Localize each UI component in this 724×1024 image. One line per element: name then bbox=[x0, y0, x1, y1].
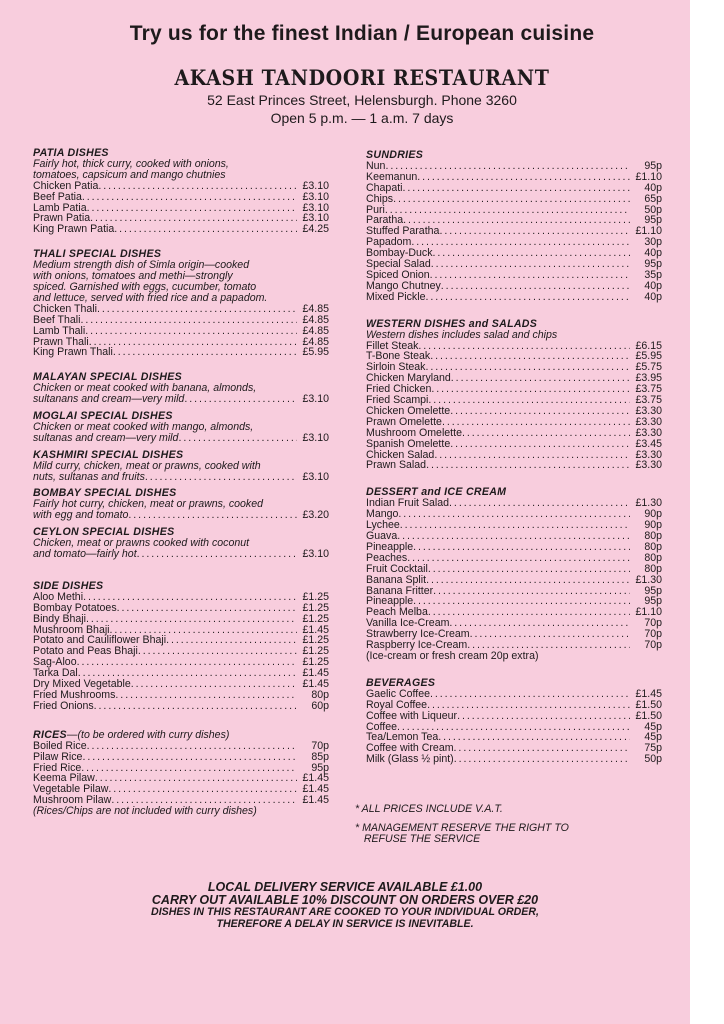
menu-notes bbox=[355, 804, 655, 845]
item-price: £3.45 bbox=[635, 437, 662, 450]
item-name: Beef Thali bbox=[33, 313, 81, 326]
item-name: Royal Coffee bbox=[366, 698, 428, 711]
item-name: Stuffed Paratha bbox=[366, 225, 440, 238]
item-price: £4.85 bbox=[302, 335, 329, 348]
item-price: £3.10 bbox=[302, 393, 329, 406]
menu-item bbox=[33, 752, 329, 763]
section-title: BOMBAY SPECIAL DISHES bbox=[33, 487, 177, 500]
item-name: Tarka Dal bbox=[33, 667, 78, 680]
item-price: 75p bbox=[644, 742, 662, 755]
menu-item bbox=[33, 181, 329, 192]
item-price: 40p bbox=[644, 279, 662, 292]
item-price: 95p bbox=[644, 584, 662, 597]
item-name: Chicken Maryland bbox=[366, 372, 451, 385]
item-name: Pineapple bbox=[366, 595, 414, 608]
section-description: Fairly hot curry, chicken, meat or prawns, cooked bbox=[33, 498, 264, 511]
opening-hours: Open 5 p.m. — 1 a.m. 7 days bbox=[270, 110, 454, 126]
item-price: £3.75 bbox=[635, 383, 662, 396]
section-title: BEVERAGES bbox=[366, 676, 436, 689]
item-price: £3.20 bbox=[302, 509, 329, 522]
item-price: 40p bbox=[644, 247, 662, 260]
item-price: 95p bbox=[311, 761, 329, 774]
item-name: Bindy Bhaji bbox=[33, 612, 86, 625]
item-price: £4.85 bbox=[302, 302, 329, 315]
item-price: 95p bbox=[644, 258, 662, 271]
item-name: and tomato—fairly hot bbox=[33, 548, 137, 560]
item-name: Lamb Patia bbox=[33, 201, 87, 214]
section-title: DESSERT and ICE CREAM bbox=[366, 486, 507, 499]
item-price: 80p bbox=[311, 688, 329, 701]
item-name: Banana Split bbox=[366, 573, 427, 586]
item-price: 95p bbox=[644, 595, 662, 608]
section-title: RICES bbox=[33, 728, 67, 741]
section-description: Chicken or meat cooked with mango, almonds, bbox=[33, 420, 254, 433]
item-price: 65p bbox=[644, 192, 662, 205]
item-name: Peaches bbox=[366, 551, 408, 564]
section-ceylon bbox=[33, 527, 329, 560]
tagline: Try us for the finest Indian / European cuisine bbox=[129, 22, 595, 45]
item-price: £3.30 bbox=[635, 404, 662, 417]
footer bbox=[0, 880, 690, 930]
item-name: Fried Chicken bbox=[366, 383, 432, 396]
item-price: £1.50 bbox=[635, 709, 662, 722]
section-title: KASHMIRI SPECIAL DISHES bbox=[33, 448, 184, 461]
item-price: 85p bbox=[311, 750, 329, 763]
menu-item bbox=[33, 472, 329, 483]
item-price: £3.10 bbox=[302, 179, 329, 192]
item-price: £3.10 bbox=[302, 212, 329, 225]
item-price: 30p bbox=[644, 236, 662, 249]
menu-item bbox=[33, 701, 329, 712]
item-name: Prawn Patia bbox=[33, 212, 91, 225]
item-name: Chips bbox=[366, 192, 394, 205]
item-name: Gaelic Coffee bbox=[366, 687, 430, 700]
item-name: sultanans and cream—very mild bbox=[33, 393, 185, 406]
menu-item bbox=[33, 394, 329, 405]
section-beverages bbox=[366, 678, 662, 765]
item-price: £1.30 bbox=[635, 497, 662, 510]
section-dessert bbox=[366, 487, 662, 662]
item-name: Spiced Onion bbox=[366, 268, 430, 281]
item-price: £1.45 bbox=[302, 623, 329, 636]
item-name: Pineapple bbox=[366, 540, 414, 553]
item-name: Strawberry Ice-Cream bbox=[366, 628, 470, 641]
item-name: Papadom bbox=[366, 236, 412, 249]
menu-item bbox=[33, 614, 329, 625]
menu-item bbox=[33, 224, 329, 235]
item-name: Aloo Methi bbox=[33, 590, 84, 603]
item-name: Chapati bbox=[366, 181, 403, 194]
section-title: MALAYAN SPECIAL DISHES bbox=[33, 371, 183, 384]
item-price: £5.75 bbox=[635, 361, 662, 374]
item-name: Fried Onions bbox=[33, 699, 94, 712]
item-price: £3.10 bbox=[302, 548, 329, 560]
item-name: Fried Scampi bbox=[366, 394, 429, 407]
menu-item bbox=[366, 460, 662, 471]
section-malayan bbox=[33, 372, 329, 405]
item-name: Keemanun bbox=[366, 170, 418, 183]
item-price: £1.45 bbox=[302, 783, 329, 796]
item-name: Sirloin Steak bbox=[366, 361, 426, 374]
section-description: tomatoes, capsicum and mango chutnies bbox=[33, 168, 226, 181]
management-note: * MANAGEMENT RESERVE THE RIGHT TO bbox=[355, 822, 569, 834]
item-name: Coffee bbox=[366, 720, 398, 733]
address-line: 52 East Princes Street, Helensburgh. Phone 3260 bbox=[207, 92, 517, 108]
item-price: £4.25 bbox=[302, 223, 329, 236]
item-price: £1.25 bbox=[302, 590, 329, 603]
item-name: Mushroom Omelette bbox=[366, 426, 462, 439]
item-price: £1.25 bbox=[302, 601, 329, 614]
item-price: 80p bbox=[644, 540, 662, 553]
item-name: Fruit Cocktail bbox=[366, 562, 428, 575]
item-name: Dry Mixed Vegetable bbox=[33, 678, 131, 691]
item-name: Chicken Salad bbox=[366, 448, 435, 461]
item-name: T-Bone Steak bbox=[366, 350, 431, 363]
section-patia bbox=[33, 148, 329, 235]
item-name: Indian Fruit Salad bbox=[366, 497, 450, 510]
item-name: Vegetable Pilaw bbox=[33, 783, 109, 796]
item-name: Lamb Thali bbox=[33, 324, 86, 337]
item-name: sultanas and cream—very mild bbox=[33, 431, 179, 444]
item-name: Milk (Glass ½ pint) bbox=[366, 753, 454, 766]
section-description: Chicken or meat cooked with banana, almonds, bbox=[33, 382, 257, 395]
item-price: 95p bbox=[644, 214, 662, 227]
menu-item bbox=[33, 510, 329, 521]
item-price: £3.10 bbox=[302, 190, 329, 203]
section-description: spiced. Garnished with eggs, cucumber, tomato bbox=[33, 280, 257, 293]
menu-item bbox=[33, 549, 329, 560]
item-name: Mango Chutney bbox=[366, 279, 441, 292]
item-name: Fillet Steak bbox=[366, 339, 419, 352]
item-price: 45p bbox=[644, 731, 662, 744]
section-description: with onions, tomatoes and methi—strongly bbox=[33, 270, 233, 283]
vat-note: * ALL PRICES INCLUDE V.A.T. bbox=[355, 803, 503, 815]
item-name: Paratha bbox=[366, 214, 404, 227]
item-price: £1.45 bbox=[302, 667, 329, 680]
section-western bbox=[366, 319, 662, 472]
item-name: Coffee with Liqueur bbox=[366, 709, 458, 722]
item-name: Beef Patia bbox=[33, 190, 82, 203]
item-price: £1.25 bbox=[302, 645, 329, 658]
menu-item bbox=[33, 433, 329, 444]
item-price: £3.30 bbox=[635, 426, 662, 439]
item-price: £1.25 bbox=[302, 634, 329, 647]
menu-item bbox=[366, 439, 662, 450]
item-price: £3.10 bbox=[302, 201, 329, 214]
item-name: Mushroom Pilaw bbox=[33, 794, 112, 807]
menu-item bbox=[33, 646, 329, 657]
delay-notice: THEREFORE A DELAY IN SERVICE IS INEVITABLE. bbox=[216, 917, 474, 930]
menu-item bbox=[33, 192, 329, 203]
item-price: £3.30 bbox=[635, 415, 662, 428]
item-name: Coffee with Cream bbox=[366, 742, 454, 755]
item-name: Banana Fritter bbox=[366, 584, 434, 597]
item-name: Prawn Salad bbox=[366, 459, 427, 472]
item-name: Guava bbox=[366, 530, 398, 542]
item-name: Fried Rice bbox=[33, 761, 82, 774]
section-thali bbox=[33, 249, 329, 358]
menu-item bbox=[366, 700, 662, 711]
carry-out-notice: CARRY OUT AVAILABLE 10% DISCOUNT ON ORDERS OVER £20 bbox=[151, 893, 539, 907]
item-name: Nun bbox=[366, 159, 386, 172]
section-description: and lettuce, served with fried rice and a papadom. bbox=[33, 291, 268, 304]
item-price: 95p bbox=[644, 159, 662, 172]
item-price: 50p bbox=[644, 203, 662, 216]
item-price: £1.45 bbox=[635, 687, 662, 700]
item-price: 80p bbox=[644, 551, 662, 564]
section-description: —(to be ordered with curry dishes) bbox=[66, 728, 230, 741]
section-description: Medium strength dish of Simla origin—cooked bbox=[33, 259, 250, 272]
menu-item bbox=[366, 520, 662, 531]
item-price: 90p bbox=[644, 508, 662, 521]
menu-item bbox=[33, 347, 329, 358]
item-name: Chicken Patia bbox=[33, 179, 99, 192]
item-price: £3.30 bbox=[635, 448, 662, 461]
restaurant-name: AKASH TANDOORI RESTAURANT bbox=[174, 65, 550, 91]
item-name: Special Salad bbox=[366, 258, 431, 271]
menu-item bbox=[366, 292, 662, 303]
menu-item bbox=[366, 564, 662, 575]
item-price: £5.95 bbox=[302, 346, 329, 359]
item-name: Bombay Potatoes bbox=[33, 601, 117, 614]
section-description: Chicken, meat or prawns cooked with coconut bbox=[33, 537, 250, 550]
item-price: 40p bbox=[644, 290, 662, 303]
item-name: Potato and Cauliflower Bhaji bbox=[33, 634, 167, 647]
item-name: Pilaw Rice bbox=[33, 750, 83, 763]
item-name: Vanilla Ice-Cream bbox=[366, 617, 450, 630]
section-sundries bbox=[366, 150, 662, 303]
item-price: £1.10 bbox=[635, 170, 662, 183]
menu-item bbox=[33, 315, 329, 326]
item-price: 70p bbox=[311, 739, 329, 752]
delivery-notice: LOCAL DELIVERY SERVICE AVAILABLE £1.00 bbox=[207, 880, 483, 894]
item-price: £6.15 bbox=[635, 339, 662, 352]
item-price: 70p bbox=[644, 617, 662, 630]
item-price: £1.25 bbox=[302, 656, 329, 669]
section-description: Western dishes includes salad and chips bbox=[366, 328, 558, 341]
item-price: £1.10 bbox=[635, 225, 662, 238]
management-note-cont: REFUSE THE SERVICE bbox=[355, 833, 481, 845]
item-name: King Prawn Patia bbox=[33, 223, 115, 236]
item-price: 45p bbox=[644, 720, 662, 733]
item-price: £1.30 bbox=[635, 573, 662, 586]
item-name: nuts, sultanas and fruits bbox=[33, 470, 145, 483]
item-name: Fried Mushrooms bbox=[33, 688, 116, 701]
item-name: Mushroom Bhaji bbox=[33, 623, 110, 636]
item-name: Potato and Peas Bhaji bbox=[33, 645, 138, 658]
item-price: £1.50 bbox=[635, 698, 662, 711]
item-name: Chicken Thali bbox=[33, 302, 97, 315]
menu-item bbox=[366, 183, 662, 194]
item-name: Mango bbox=[366, 508, 399, 521]
menu-item bbox=[366, 711, 662, 722]
item-price: £3.95 bbox=[635, 372, 662, 385]
section-side-dishes bbox=[33, 581, 329, 712]
right-column bbox=[366, 150, 662, 779]
item-name: Peach Melba bbox=[366, 606, 428, 619]
item-price: £1.45 bbox=[302, 794, 329, 807]
item-name: Bombay-Duck bbox=[366, 247, 433, 260]
item-name: Prawn Omelette bbox=[366, 415, 442, 428]
item-price: 80p bbox=[644, 530, 662, 542]
item-name: Chicken Omelette bbox=[366, 404, 451, 417]
section-title: CEYLON SPECIAL DISHES bbox=[33, 526, 175, 539]
item-price: £1.45 bbox=[302, 678, 329, 691]
menu-item bbox=[366, 498, 662, 509]
menu-item bbox=[366, 575, 662, 586]
item-name: King Prawn Thali bbox=[33, 346, 113, 359]
item-price: 35p bbox=[644, 268, 662, 281]
item-price: £3.75 bbox=[635, 394, 662, 407]
section-kashmiri bbox=[33, 450, 329, 483]
section-title: MOGLAI SPECIAL DISHES bbox=[33, 410, 173, 423]
item-price: 40p bbox=[644, 181, 662, 194]
section-title: WESTERN DISHES and SALADS bbox=[366, 317, 538, 330]
item-price: £1.10 bbox=[635, 606, 662, 619]
section-note: (Rices/Chips are not included with curry dishes) bbox=[33, 805, 257, 818]
section-title: THALI SPECIAL DISHES bbox=[33, 248, 162, 261]
item-name: Lychee bbox=[366, 519, 400, 532]
item-price: £3.10 bbox=[302, 470, 329, 483]
section-title: SUNDRIES bbox=[366, 149, 424, 161]
item-name: Sag-Aloo bbox=[33, 656, 77, 669]
item-price: 60p bbox=[311, 699, 329, 712]
menu-item bbox=[366, 509, 662, 520]
item-name: Prawn Thali bbox=[33, 335, 89, 348]
menu-item bbox=[33, 603, 329, 614]
item-price: £3.30 bbox=[635, 459, 662, 472]
item-name: Keema Pilaw bbox=[33, 772, 95, 785]
item-name: Mixed Pickle bbox=[366, 290, 426, 303]
item-name: with egg and tomato bbox=[33, 509, 129, 522]
item-price: £4.85 bbox=[302, 324, 329, 337]
section-note: (Ice-cream or fresh cream 20p extra) bbox=[366, 649, 539, 662]
section-moglai bbox=[33, 411, 329, 444]
menu-item bbox=[33, 326, 329, 337]
menu-item bbox=[366, 542, 662, 553]
item-name: Raspberry Ice-Cream bbox=[366, 639, 468, 652]
menu-item bbox=[366, 194, 662, 205]
section-description: Fairly hot, thick curry, cooked with onions, bbox=[33, 157, 229, 170]
item-price: 80p bbox=[644, 562, 662, 575]
item-name: Puri bbox=[366, 203, 385, 216]
item-price: £1.45 bbox=[302, 772, 329, 785]
item-price: 50p bbox=[644, 753, 662, 766]
left-column bbox=[33, 148, 329, 831]
item-price: £5.95 bbox=[635, 350, 662, 363]
item-price: 70p bbox=[644, 639, 662, 652]
menu-item bbox=[366, 172, 662, 183]
item-price: 90p bbox=[644, 519, 662, 532]
section-rices bbox=[33, 730, 329, 817]
section-bombay bbox=[33, 488, 329, 521]
item-name: Tea/Lemon Tea bbox=[366, 731, 439, 744]
menu-item bbox=[366, 205, 662, 216]
item-name: Boiled Rice bbox=[33, 739, 87, 752]
item-price: £3.10 bbox=[302, 431, 329, 444]
menu-item bbox=[366, 754, 662, 765]
item-name: Spanish Omelette bbox=[366, 437, 451, 450]
item-price: £4.85 bbox=[302, 313, 329, 326]
section-description: Mild curry, chicken, meat or prawns, cooked with bbox=[33, 459, 261, 472]
section-title: PATIA DISHES bbox=[33, 147, 109, 159]
section-title: SIDE DISHES bbox=[33, 579, 104, 592]
menu-item bbox=[33, 741, 329, 752]
item-price: £1.25 bbox=[302, 612, 329, 625]
cooking-notice: DISHES IN THIS RESTAURANT ARE COOKED TO YOUR INDIVIDUAL ORDER, bbox=[151, 906, 539, 918]
item-price: 70p bbox=[644, 628, 662, 641]
